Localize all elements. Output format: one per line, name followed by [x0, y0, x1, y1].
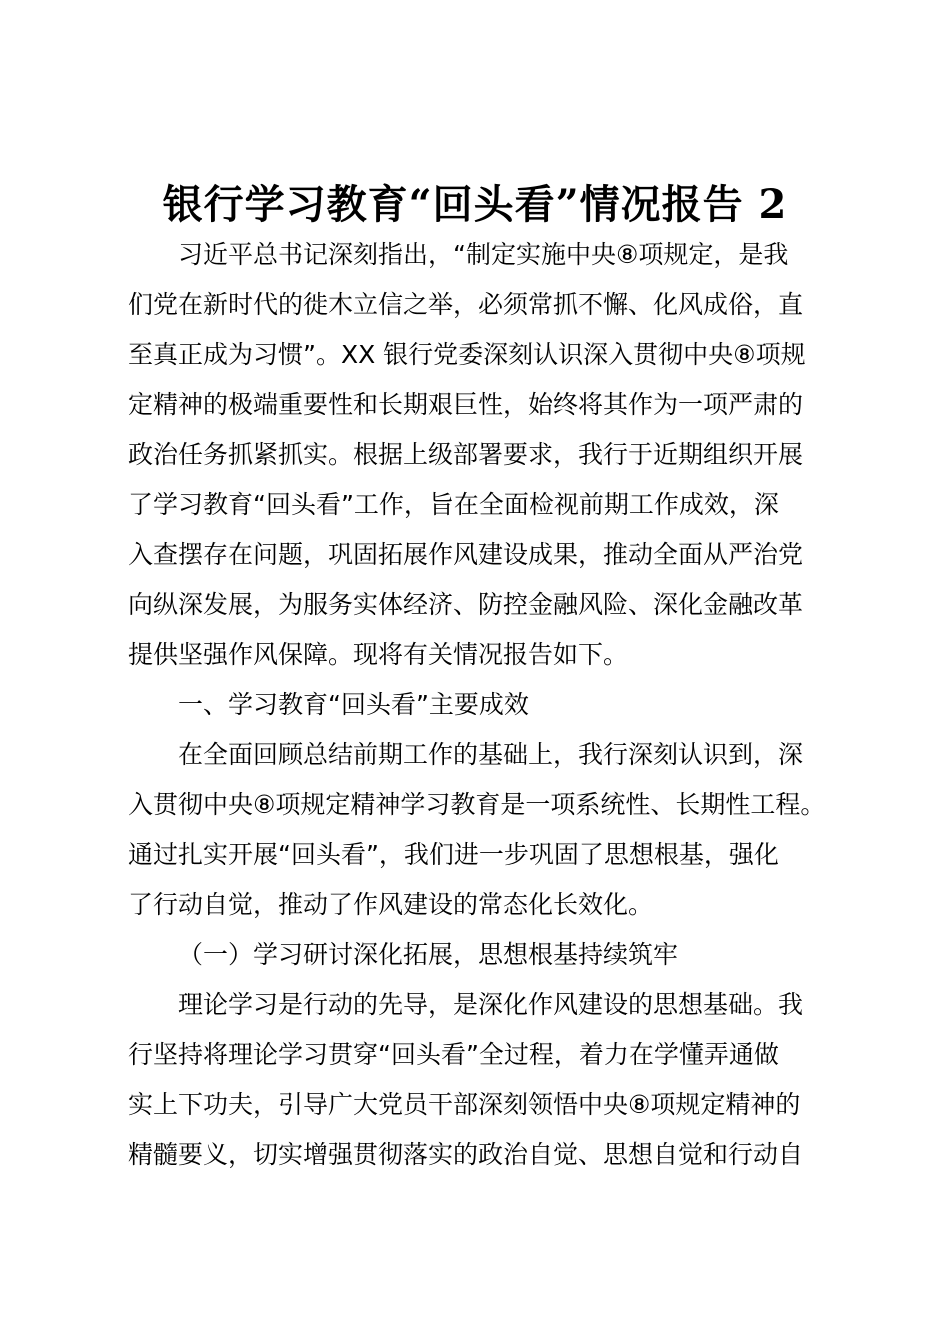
paragraph-line: 政治任务抓紧抓实。根据上级部署要求，我行于近期组织开展	[128, 440, 804, 469]
paragraph-line: 们党在新时代的徙木立信之举，必须常抓不懈、化风成俗，直	[128, 290, 804, 319]
paragraph-line: 行坚持将理论学习贯穿“回头看”全过程，着力在学懂弄通做	[128, 1040, 779, 1069]
subsection-heading: （一）学习研讨深化拓展，思想根基持续筑牢	[178, 940, 679, 969]
paragraph-line: 了行动自觉，推动了作风建设的常态化长效化。	[128, 890, 654, 919]
paragraph-line: 入贯彻中央⑧项规定精神学习教育是一项系统性、长期性工程。	[128, 790, 826, 819]
paragraph-line: 通过扎实开展“回头看”，我们进一步巩固了思想根基，强化	[128, 840, 779, 869]
paragraph-line: 在全面回顾总结前期工作的基础上，我行深刻认识到，深	[178, 740, 804, 769]
paragraph-line: 向纵深发展，为服务实体经济、防控金融风险、深化金融改革	[128, 590, 804, 619]
paragraph-line: 理论学习是行动的先导，是深化作风建设的思想基础。我	[178, 990, 804, 1019]
paragraph-line: 了学习教育“回头看”工作，旨在全面检视前期工作成效，深	[128, 490, 779, 519]
paragraph-line: 至真正成为习惯”。XX 银行党委深刻认识深入贯彻中央⑧项规	[128, 340, 806, 369]
paragraph-line: 提供坚强作风保障。现将有关情况报告如下。	[128, 640, 629, 669]
paragraph-line: 精髓要义，切实增强贯彻落实的政治自觉、思想自觉和行动自	[128, 1140, 804, 1169]
paragraph-line: 定精神的极端重要性和长期艰巨性，始终将其作为一项严肃的	[128, 390, 804, 419]
paragraph-line: 实上下功夫，引导广大党员干部深刻领悟中央⑧项规定精神的	[128, 1090, 801, 1119]
section-heading: 一、学习教育“回头看”主要成效	[178, 690, 529, 719]
paragraph-line: 入查摆存在问题，巩固拓展作风建设成果，推动全面从严治党	[128, 540, 804, 569]
document-title: 银行学习教育“回头看”情况报告 2	[162, 181, 788, 228]
paragraph-line: 习近平总书记深刻指出，“制定实施中央⑧项规定，是我	[178, 240, 789, 269]
